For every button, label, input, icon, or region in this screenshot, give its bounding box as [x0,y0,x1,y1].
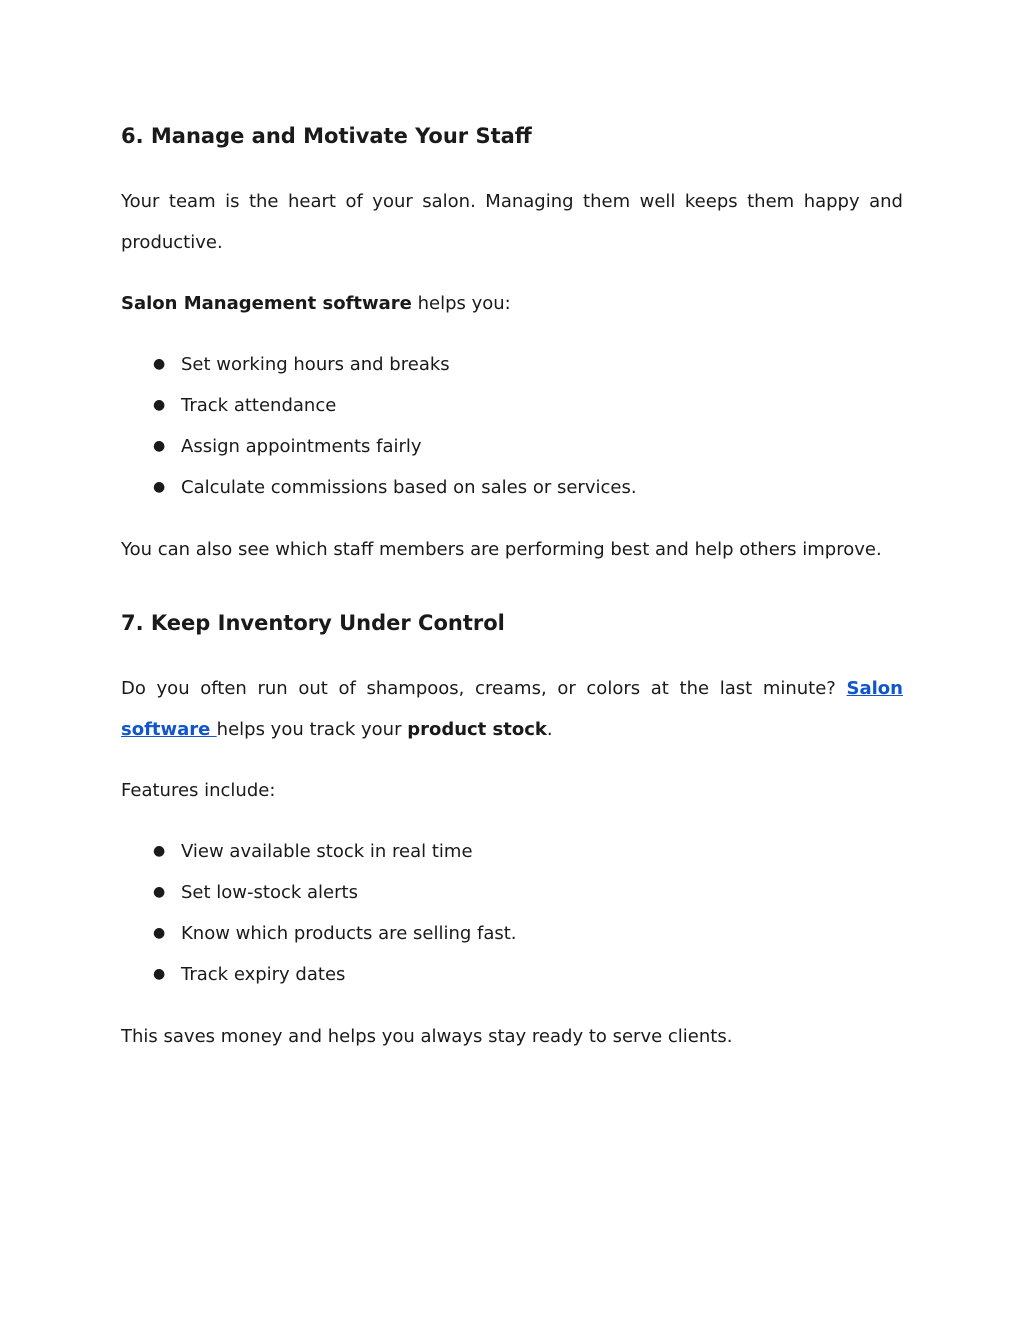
list-item [121,385,637,426]
salon-software-link[interactable]: Salon software [121,678,903,740]
list-item [121,913,517,954]
list-item [121,344,637,385]
section-6-lead-rest: helps you: [411,293,511,314]
section-6-bullet-list [121,344,637,508]
bullet-icon: ● [153,397,166,413]
bullet-icon: ● [153,925,166,941]
section-7-intro-middle: helps you track your [216,719,408,740]
bullet-icon: ● [153,966,166,982]
bullet-icon: ● [153,438,166,454]
list-item [121,872,517,913]
bullet-icon: ● [153,356,166,372]
list-item [121,426,637,467]
bullet-icon: ● [153,479,166,495]
section-6-closing: You can also see which staff members are performing best and help others improve. [121,539,882,560]
section-6-intro: Your team is the heart of your salon. Managing them well keeps them happy and productive. [121,191,903,253]
section-7-intro-end: . [546,719,553,740]
section-6-lead-bold: Salon Management software [121,293,412,314]
list-item-text: View available stock in real time [181,841,473,862]
section-7-intro [121,668,903,750]
list-item [121,831,517,872]
section-6-heading: 6. Manage and Motivate Your Staff [121,124,532,148]
section-7-closing: This saves money and helps you always stay ready to serve clients. [121,1026,733,1047]
list-item-text: Track expiry dates [181,964,346,985]
list-item [121,954,517,995]
list-item-text: Calculate commissions based on sales or services. [181,477,637,498]
bullet-icon: ● [153,884,166,900]
section-7-heading: 7. Keep Inventory Under Control [121,611,505,635]
section-7-features-label: Features include: [121,780,276,801]
section-7-bullet-list [121,831,517,995]
list-item-text: Know which products are selling fast. [181,923,517,944]
list-item [121,467,637,508]
list-item-text: Assign appointments fairly [181,436,422,457]
list-item-text: Track attendance [181,395,337,416]
list-item-text: Set working hours and breaks [181,354,450,375]
section-6-lead [121,283,903,324]
section-7-intro-bold: product stock [407,719,547,740]
list-item-text: Set low-stock alerts [181,882,358,903]
section-7-intro-before: Do you often run out of shampoos, creams, or colors at the last minute? [121,678,847,699]
bullet-icon: ● [153,843,166,859]
